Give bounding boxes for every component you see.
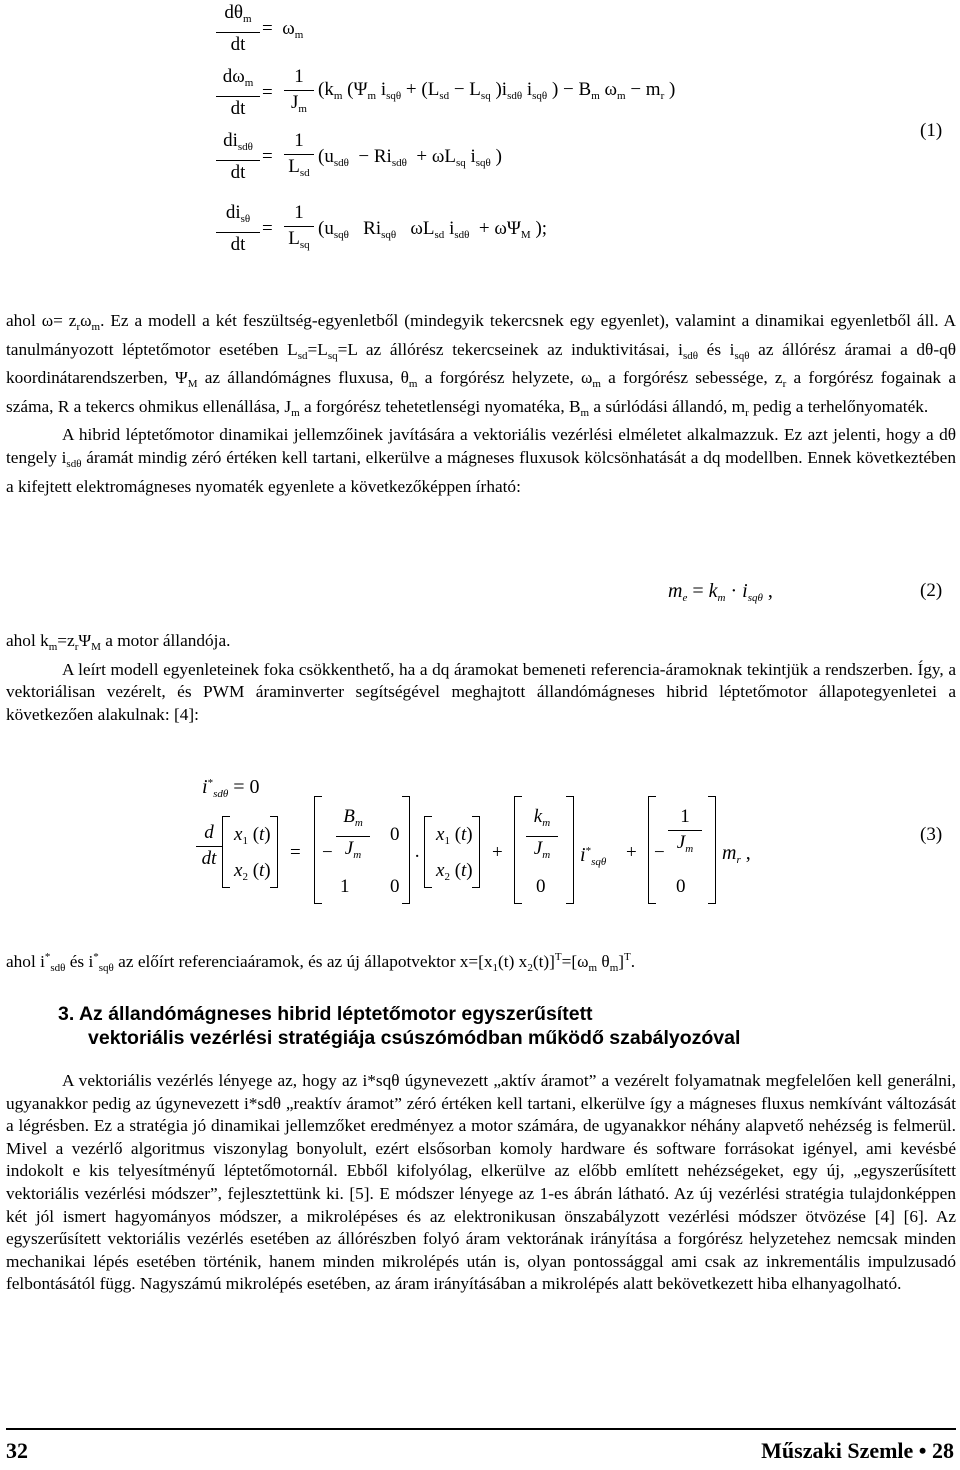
paragraph-vector-control-text: A vektoriális vezérlés lényege az, hogy az i*sqθ úgynevezett „aktív áramot” a vezérelt folyamatnak megfelelően kell generálni, ugyanakkor pedig az úgynevezett i*sdθ „reaktív áramot” zéró értéken kell tartani, elkerülve így a mágneses fluxus nemkívánt változását a légrésben. Ez a stratégia jó dinamikai jellemzőket eredményez a motor számára, de ugyanakkor néhány alapvető nehézség is felmerül. Mivel a vezérlő algoritmus viszonylag bonyolult, ezért elsősorban komoly hardware és software forrásokat igényel, ami kevésbé indokolt e kis telyesítményű léptetőmotornál. Ebből kifolyólag, elkerülve az előbb említett nehézségeket, egy új, „egyszerűsített vektoriális vezérlési módszer”, fejlesztettünk ki. [5]. E módszer lényege az 1-es ábrán látható. Az új vezérlési stratégia tulajdonképpen két jól ismert hagyományos módszer, a mikrolépéses és az elektronikusan önszabályzott vezérlési módszer ötvözése [4] [6]. Az egyszerűsített vektoriális vezérlés esetében az állórészben folyó áram vektorának irányítása a forgórész helyzetehez nemcsak minden mechanikai lépés esetében történik, hanem minden mikrolépés után is, olyan pontossággal ami csak az inkrementális impulzusadó felbontásától függ. Nagyszámú mikrolépés esetében, az áram irányításában a mikrolépés alatt bekövetkezett hiba elhanyagolható. xyxy=(6,1071,956,1294)
vector-b1: $k_m$ $J_m$ xyxy=(526,806,558,866)
fraction-1-over-jm: 1 $J_m$ xyxy=(284,66,314,120)
vector-b2: 0 xyxy=(536,876,546,897)
matrix-a11: $B_m$ $J_m$ xyxy=(336,806,370,866)
equation-3-number: (3) xyxy=(920,824,943,845)
eq3-minus-1: − xyxy=(322,842,333,863)
equation-2: $m_e = k_m \cdot i_{sq\theta}$ , xyxy=(668,580,773,604)
eq1-row2-equals: = xyxy=(262,82,273,103)
eq3-bracket-1-left xyxy=(222,816,230,888)
footer-rule xyxy=(6,1428,956,1430)
eq3-top: $i^*_{sd\theta} = 0$ xyxy=(202,776,260,800)
eq3-bracket-4-right xyxy=(566,796,574,904)
section-heading xyxy=(58,1002,938,1050)
section-heading-line-2: vektoriális vezérlési stratégiája csúszómódban működő szabályozóval xyxy=(88,1027,741,1049)
matrix-a22: 0 xyxy=(390,876,400,897)
section-heading-line-1: 3. Az állandómágneses hibrid léptetőmotor egyszerűsített xyxy=(58,1003,593,1025)
fraction-1-over-lsq: 1 $L_{sq}$ xyxy=(284,202,314,256)
paragraph-motor-constant: ahol $k_m=z_r\Psi_M$ a motor állandója. A leírt modell egyenleteinek foka csökkenthető, ha a dq áramokat bemeneti referencia-áramoknak tekintjük a rendszerben. Így, a vektoriálisan vezérelt, és PWM áraminverter segítségével meghajtott állandómágneses hibrid léptetőmotor állapotegyenletei a következően alakulnak: [4]: xyxy=(6,631,956,724)
eq3-mr: $m_r$ , xyxy=(722,842,751,866)
eq1-row4-body: ($u_{sq\theta}$ $Ri_{sq\theta}$ $\omega L_{sd}$ $i_{sd\theta} + \omega\Psi_M$ ); xyxy=(318,218,548,241)
paragraph-reference-currents: ahol $i^*_{sd\theta}$ és $i^*_{sq\theta}$ az előírt referenciaáramok, és az új állapotvektor $x=[x_1(t)$ $x_2(t)]^T=[\omega_m$ $\theta_m]^T$. xyxy=(6,951,636,974)
eq3-plus-2: + xyxy=(626,842,637,863)
vector-c1: 1 $J_m$ xyxy=(668,806,702,860)
eq3-equals: = xyxy=(290,842,301,863)
vector-c2: 0 xyxy=(676,876,686,897)
eq1-row4-equals: = xyxy=(262,218,273,239)
eq3-x1: $x_1$ (t) xyxy=(234,824,271,847)
eq1-row3-equals: = xyxy=(262,146,273,167)
eq3-bracket-2-left xyxy=(314,796,322,904)
fraction-domega-dt: $d\omega_m$ dt xyxy=(216,66,260,120)
fraction-disd-dt: $di_{sd\theta}$ dt xyxy=(216,130,260,184)
matrix-a21: 1 xyxy=(340,876,350,897)
page-number: 32 xyxy=(6,1438,28,1463)
eq3-iq: $i^*_{sq\theta}$ xyxy=(580,844,607,868)
fraction-dtheta-dt: $d\theta_m$ dt xyxy=(216,2,260,56)
fraction-d-dt: d dt xyxy=(196,822,222,870)
eq1-row3-body: ($u_{sd\theta} - Ri_{sd\theta} + \omega L_{sq}$ $i_{sq\theta}$ ) xyxy=(318,146,502,169)
eq3-x2: $x_2$ (t) xyxy=(234,860,271,883)
eq1-row1-rhs: = $\omega_m$ xyxy=(262,18,304,41)
fraction-disq-dt: $di_{s\theta}$ dt xyxy=(216,202,260,256)
eq3-bracket-1-right xyxy=(270,816,278,888)
journal-name: Műszaki Szemle • 28 xyxy=(761,1438,954,1463)
eq3-bracket-3-left xyxy=(424,816,432,888)
equation-1-number: (1) xyxy=(920,120,943,141)
eq3-bracket-3-right xyxy=(472,816,480,888)
eq3-dot: · xyxy=(414,846,421,867)
paragraph-vector-control xyxy=(6,1070,956,1296)
eq3-minus-2: − xyxy=(654,842,665,863)
equation-2-number: (2) xyxy=(920,580,943,601)
matrix-a12: 0 xyxy=(390,824,400,845)
eq3-x1-b: $x_1$ (t) xyxy=(436,824,473,847)
eq3-bracket-2-right xyxy=(402,796,410,904)
eq3-plus-1: + xyxy=(492,842,503,863)
paragraph-model-description: ahol $\omega= z_r\omega_m$. Ez a modell a két feszültség-egyenletből (mindegyik tekercsnek egy egyenlet), valamint a dinamikai egyenletből áll. A tanulmányozott léptetőmotor esetében $L_{sd}=L_{sq}=L$ az állórész tekercseinek az induktivitásai, $i_{sd\theta}$ és $i_{sq\theta}$ az állórész áramai a dθ-qθ koordinátarendszerben, $\Psi_M$ az állandómágnes fluxusa, $\theta_m$ a forgórész helyzete, $\omega_m$ a forgórész sebessége, $z_r$ a forgórész fogainak a száma, R a tekercs ohmikus ellenállása, $J_m$ a forgórész tehetetlenségi nyomatéka, $B_m$ a súrlódási állandó, $m_r$ pedig a terhelőnyomaték. A hibrid léptetőmotor dinamikai jellemzőinek javítására a vektoriális vezérlési elméletet alkalmazzuk. Ez azt jelenti, hogy a dθ tengely $i_{sd\theta}$ áramát mindig zéró értéken kell tartani, elkerülve a mágneses fluxusok kölcsönhatását a dq modellben. Ennek következtében a kifejtett elektromágneses nyomaték egyenlete a következőképpen írható: xyxy=(6,311,957,496)
eq3-bracket-5-right xyxy=(708,796,716,904)
eq3-bracket-4-left xyxy=(514,796,522,904)
eq3-x2-b: $x_2$ (t) xyxy=(436,860,473,883)
fraction-1-over-lsd: 1 $L_{sd}$ xyxy=(284,130,314,184)
eq1-row2-body: ($k_m$ ($\Psi_m$ $i_{sq\theta} + (L_{sd} - L_{sq}$ )$i_{sd\theta}$ $i_{sq\theta}$ ) − $B_m$ $\omega_m - m_r$ ) xyxy=(318,79,676,102)
